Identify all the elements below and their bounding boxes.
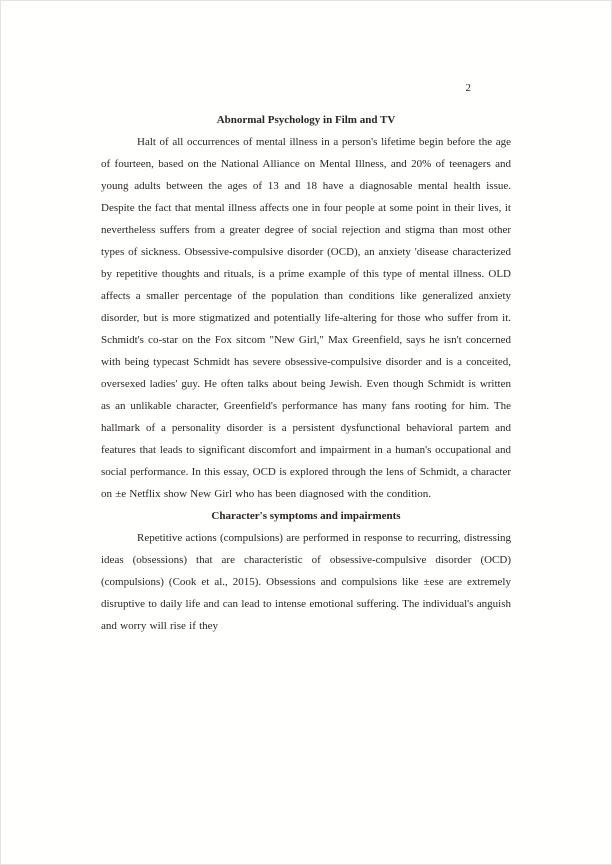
section-heading: Character's symptoms and impairments [211,510,401,522]
document-title: Abnormal Psychology in Film and TV [216,114,396,126]
body-paragraph: Halt of all occurrences of mental illness in a person's lifetime begin before the age of fourteen, based on the National Alliance on Mental Illness, and 20% of teenagers and young adults between the ages of 13 and 18 have a diagnosable mental health issue. Despite the fact that mental illness affects one in four people at some point in their lives, it nevertheless suffers from a greater degree of social rejection and stigma than most other types of sickness. Obsessive-compulsive disorder (OCD), an anxiety 'disease characterized by repetitive thoughts and rituals, is a prime example of this type of mental illness. OLD affects a smaller percentage of the population than conditions like generalized anxiety disorder, but is more stigmatized and potentially life-altering for those who suffer from it. Schmidt's co-star on the Fox sitcom "New Girl," Max Greenfield, says he isn't concerned with being typecast Schmidt has severe obsessive-compulsive disorder and is a conceited, oversexed ladies' guy. He often talks about being Jewish. Even though Schmidt is written as an unlikable character, Greenfield's performance has many fans rooting for him. The hallmark of a personality disorder is a persistent dysfunctional behavioral partem and features that leads to significant discomfort and impairment in a human's occupational and social performance. In this essay, OCD is explored through the lens of Schmidt, a character on ±e Netflix show New Girl who has been diagnosed with the condition. [101,136,511,500]
body-paragraph: Repetitive actions (compulsions) are performed in response to recurring, distressing ideas (obsessions) that are characteristic of obsessive-compulsive disorder (OCD) (compulsions) (Cook et al., 2015). Obsessions and compulsions like ±ese are extremely disruptive to daily life and can lead to intense emotional suffering. The individual's anguish and worry will rise if they [101,532,511,632]
page-number: 2 [465,82,471,94]
document-body [101,131,511,637]
